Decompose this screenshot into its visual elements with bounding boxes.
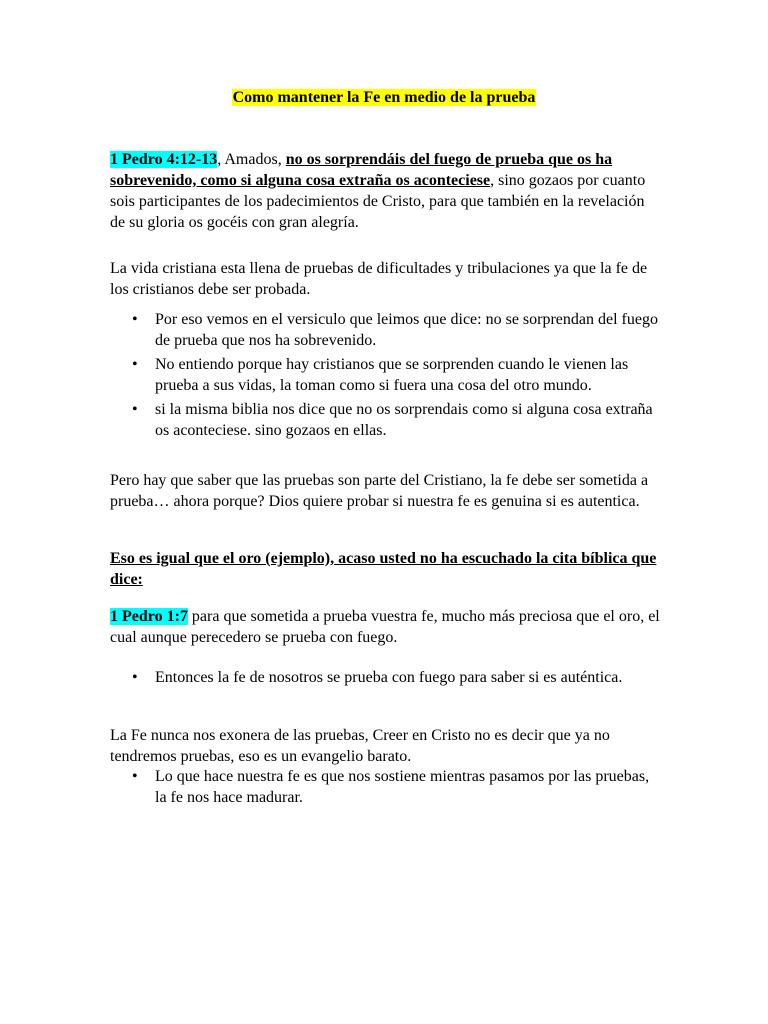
list-item-text: Lo que hace nuestra fe es que nos sostiene mientras pasamos por las pruebas, la fe nos hace madurar. [155,768,650,806]
section-heading: Eso es igual que el oro (ejemplo), acaso usted no ha escuchado la cita bíblica que dice: [110,550,657,588]
list-item-text: Entonces la fe de nosotros se prueba con fuego para saber si es auténtica. [155,669,623,686]
paragraph-3: Pero hay que saber que las pruebas son parte del Cristiano, la fe debe ser sometida a prueba… ahora porque? Dios quiere probar si nuestra fe es genuina si es autentica. [110,472,649,510]
list-item [110,667,660,688]
bullet-icon: • [132,768,138,785]
list-item [110,354,660,396]
bible-reference: 1 Pedro 4:12-13 [110,151,218,168]
bullet-list-1 [110,309,660,444]
bullet-list-2 [110,667,660,691]
paragraph-1-rest: , sino gozaos por cuanto sois participantes de los padecimientos de Cristo, para que también en la revelación de su gloria os gocéis con gran alegría. [110,172,646,231]
page-title [0,88,768,108]
list-item-text: si la misma biblia nos dice que no os sorprendais como si alguna cosa extraña os aconteciese. sino gozaos en ellas. [155,401,653,439]
list-item [110,309,660,351]
paragraph-2: La vida cristiana esta llena de pruebas de dificultades y tribulaciones ya que la fe de los cristianos debe ser probada. [110,260,648,298]
bullet-icon: • [132,401,138,418]
bible-reference: 1 Pedro 1:7 [110,608,188,625]
list-item-text: No entiendo porque hay cristianos que se sorprenden cuando le vienen las prueba a sus vidas, la toman como si fuera una cosa del otro mundo. [155,356,629,394]
list-item [110,766,660,808]
bullet-list-3 [110,766,660,811]
paragraph-4 [110,606,660,648]
bullet-icon: • [132,669,138,686]
list-item-text: Por eso vemos en el versiculo que leimos que dice: no se sorprendan del fuego de prueba que nos ha sobrevenido. [155,311,658,349]
bullet-icon: • [132,311,138,328]
paragraph-1-lead: , Amados, [217,151,286,168]
paragraph-5: La Fe nunca nos exonera de las pruebas, Creer en Cristo no es decir que ya no tendremos pruebas, eso es un evangelio barato. [110,727,610,765]
paragraph-1 [110,149,660,233]
bullet-icon: • [132,356,138,373]
paragraph-1-underlined: no os sorprendáis del fuego de prueba que os ha sobrevenido, como si alguna cosa extraña os aconteciese [110,151,613,189]
title-text: Como mantener la Fe en medio de la prueba [232,89,536,106]
paragraph-4-text: para que sometida a prueba vuestra fe, mucho más preciosa que el oro, el cual aunque perecedero se prueba con fuego. [110,608,660,646]
list-item [110,399,660,441]
